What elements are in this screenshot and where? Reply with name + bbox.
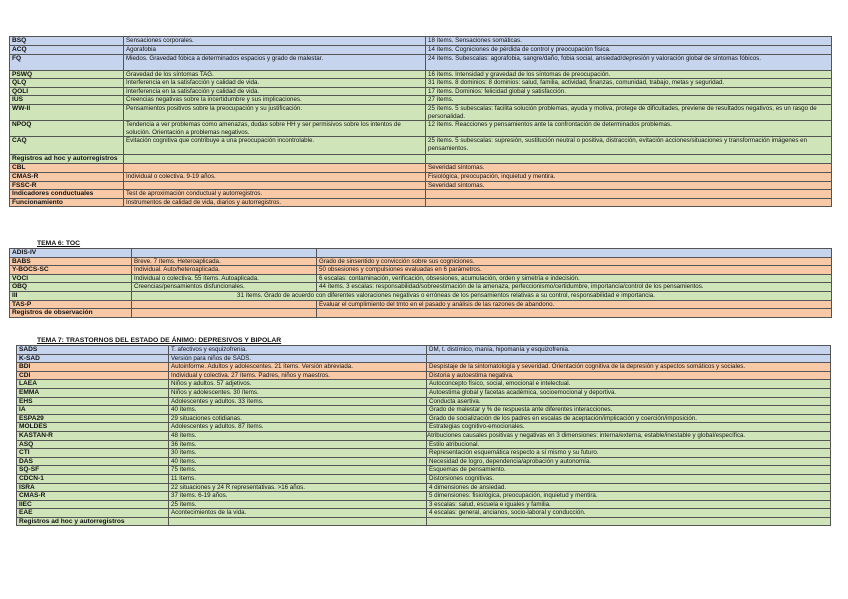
instrument-details: 17 ítems. Dominios: felicidad global y satisfacción. [426,87,832,96]
instrument-code: ADIS-IV [10,249,132,258]
instrument-details: Autoconcepto físico, social, emocional e intelectual. [427,380,831,389]
instrument-description [132,309,317,318]
instrument-details: Fisiológica, preocupación, inquietud y mentira. [426,172,832,181]
instrument-details: Severidad síntomas. [426,164,832,173]
instrument-details [427,354,831,363]
instrument-code: ACQ [10,46,124,55]
table-row [10,300,832,309]
instrument-details: Grado de malestar y % de respuesta ante diferentes interacciones. [427,406,831,415]
table-row [17,363,831,372]
instrument-code: NPOQ [10,121,124,137]
instrument-details: 44 ítems. 3 escalas: responsabilidad/sobreestimación de la amenaza, perfeccionismo/certidumbre, importancia/control de los pensamientos. [317,283,832,292]
instrument-code: ISRA [17,483,169,492]
instrument-code: BABS [10,257,132,266]
instrument-code: EHS [17,397,169,406]
instrument-description: 31 ítems. Grado de acuerdo con diferentes valoraciones negativas o erróneas de los pensamientos relativas a su control, responsabilidad e importancia. [132,291,832,300]
table-row [17,371,831,380]
table-row [10,121,832,137]
table-row [17,380,831,389]
instrument-description: Interferencia en la satisfacción y calidad de vida. [124,79,426,88]
table-row [10,181,832,190]
table-row [10,79,832,88]
instrument-description [124,155,426,164]
instrument-description [124,181,426,190]
instrument-code: EMMA [17,388,169,397]
instrument-code: Indicadores conductuales [10,190,124,199]
instrument-details: 25 ítems. 5 subescalas: supresión, sustitución neutral o positiva, distracción, evitación acciones/situaciones y transformación imágenes en pensamientos. [426,137,832,155]
instrument-code: PSWQ [10,70,124,79]
instrument-code: CMAS-R [10,172,124,181]
instrument-description: 11 ítems. [169,474,427,483]
instrument-description: 29 situaciones cotidianas. [169,414,427,423]
instrument-code: MOLDES [17,423,169,432]
instrument-description [132,300,317,309]
instrument-details: Evaluar el cumplimiento del tmto en el pasado y análisis de las razones de abandono. [317,300,832,309]
instrument-code: DAS [17,457,169,466]
instrument-details [426,155,832,164]
instrument-details [317,309,832,318]
instrument-details: 24 ítems. Subescalas: agorafobia, sangre/daño, fobia social, ansiedad/depresión y valoración global de síntomas fóbicos. [426,54,832,70]
table-row [10,46,832,55]
table-row [17,388,831,397]
instrument-details: Conducta asertiva. [427,397,831,406]
table-row [17,517,831,526]
table-anxiety-instruments [9,36,832,207]
table-row [10,87,832,96]
table-row [17,483,831,492]
table-row [10,137,832,155]
instrument-code: LAEA [17,380,169,389]
instrument-code: VOCI [10,274,132,283]
instrument-description: Adolescentes y adultos. 87 ítems. [169,423,427,432]
instrument-code: III [10,291,132,300]
instrument-description: 37 ítems. 6-19 años. [169,492,427,501]
table-row [17,449,831,458]
table-row [17,431,831,440]
table-row [17,406,831,415]
instrument-description: 36 ítems. [169,440,427,449]
instrument-details: Estrategias cognitivo-emocionales. [427,423,831,432]
instrument-description: Creencias/pensamientos disfuncionales. [132,283,317,292]
instrument-details: 4 escalas: general, ancianos, socio-laboral y conducción. [427,509,831,518]
table-row [10,172,832,181]
instrument-description: 25 ítems. [169,500,427,509]
instrument-code: K-SAD [17,354,169,363]
instrument-code: OBQ [10,283,132,292]
table-row [17,500,831,509]
instrument-description: Creencias negativas sobre la incertidumbre y sus implicaciones. [124,96,426,105]
instrument-description: Breve. 7 ítems. Heteroaplicada. [132,257,317,266]
instrument-description: Interferencia en la satisfacción y calidad de vida. [124,87,426,96]
instrument-code: Registros de observación [10,309,132,318]
table-row [17,414,831,423]
instrument-details [426,190,832,199]
table-row [17,466,831,475]
table-row [10,309,832,318]
table-row [10,198,832,207]
instrument-description: Tendencia a ver problemas como amenazas, dudas sobre HH y ser permisivos sobre los intentos de solución. Orientación a problemas negativos. [124,121,426,137]
instrument-description [124,164,426,173]
instrument-description: Acontecimientos de la vida. [169,509,427,518]
instrument-details: Grado de sinsentido y convicción sobre sus cogniciones. [317,257,832,266]
instrument-code: IIEC [17,500,169,509]
instrument-details: 16 ítems. Intensidad y gravedad de los síntomas de preocupación. [426,70,832,79]
instrument-details: Estilo atribucional. [427,440,831,449]
instrument-description [169,517,427,526]
instrument-details [427,517,831,526]
table-row [10,283,832,292]
instrument-code: TAS-P [10,300,132,309]
instrument-description: 30 ítems. [169,449,427,458]
instrument-code: CTI [17,449,169,458]
table-toc-instruments [9,248,832,318]
instrument-code: SADS [17,346,169,355]
table-row [17,474,831,483]
table-row [10,155,832,164]
table-row [10,190,832,199]
instrument-description: Niños y adultos. 57 adjetivos. [169,380,427,389]
table-row [17,509,831,518]
tema6-title: TEMA 6: TOC [37,240,81,247]
instrument-details: Severidad síntomas. [426,181,832,190]
table-row [17,423,831,432]
instrument-code: Registros ad hoc y autorregistros [10,155,124,164]
instrument-description: Individual y colectiva. 27 ítems. Padres, niños y maestros. [169,371,427,380]
table-row [10,54,832,70]
table-row [10,291,832,300]
instrument-code: BDI [17,363,169,372]
table-row [10,266,832,275]
instrument-details: 31 ítems. 8 dominios: 8 dominios: salud, familia, actividad, finanzas, comunidad, trabajo, metas y seguridad. [426,79,832,88]
instrument-code: QLQ [10,79,124,88]
instrument-description: 22 situaciones y 24 R representativas. >16 años. [169,483,427,492]
instrument-details [426,198,832,207]
table-row [10,257,832,266]
instrument-details: 27 ítems. [426,96,832,105]
instrument-description: Test de aproximación conductual y autorregistros. [124,190,426,199]
instrument-details: Atribuciones causales positivas y negativas en 3 dimensiones: interna/externa, estable/inestable y global/específica. [427,431,831,440]
instrument-details: 25 ítems. 5 subescalas: facilita solución problemas, ayuda y motiva, protege de dificultades, previene de resultados negativos, es un rasgo de personalidad. [426,104,832,120]
instrument-details: 4 dimensiones de ansiedad. [427,483,831,492]
instrument-details: Distoria y autoestima negativa. [427,371,831,380]
instrument-code: IUS [10,96,124,105]
instrument-description: Individual o colectiva. 9-19 años. [124,172,426,181]
table-row [17,354,831,363]
instrument-details: DM, t. distímico, manía, hipomanía y esquizofrenia. [427,346,831,355]
instrument-description: 40 ítems. [169,406,427,415]
instrument-description: Gravedad de los síntomas TAG. [124,70,426,79]
instrument-description: 40 ítems. [169,457,427,466]
instrument-description: Adolescentes y adultos. 33 ítems. [169,397,427,406]
instrument-description: Miedos. Gravedad fóbica a determinados espacios y grado de malestar. [124,54,426,70]
instrument-description: Individual o colectiva. 55 ítems. Autoaplicada. [132,274,317,283]
instrument-description: Pensamientos positivos sobre la preocupación y su justificación. [124,104,426,120]
instrument-details: Grado de socialización de los padres en escalas de aceptación/implicación y coerción/imposición. [427,414,831,423]
instrument-code: CMAS-R [17,492,169,501]
table-row [10,249,832,258]
instrument-code: EAE [17,509,169,518]
table-row [17,346,831,355]
instrument-description: Sensaciones corporales. [124,37,426,46]
instrument-code: Funcionamiento [10,198,124,207]
instrument-description [132,249,317,258]
instrument-description: 75 ítems. [169,466,427,475]
table-row [17,492,831,501]
instrument-description: Versión para niños de SADS. [169,354,427,363]
table-row [17,457,831,466]
instrument-description: Agorafobia [124,46,426,55]
instrument-details: 18 ítems. Sensaciones somáticas. [426,37,832,46]
instrument-description: T. afectivos y esquizofrenia. [169,346,427,355]
instrument-code: CDCN-1 [17,474,169,483]
table-row [10,164,832,173]
instrument-code: CBL [10,164,124,173]
instrument-details: Esquemas de pensamiento. [427,466,831,475]
instrument-code: ASQ [17,440,169,449]
instrument-description: Evitación cognitiva que contribuye a una preocupación incontrolable. [124,137,426,155]
instrument-details: 5 dimensiones: fisiológica, preocupación, inquietud y mentira. [427,492,831,501]
instrument-code: FSSC-R [10,181,124,190]
instrument-description: 48 ítems. [169,431,427,440]
instrument-description: Individual. Auto/heteroaplicada. [132,266,317,275]
instrument-details: Distorsiones cognitivas. [427,474,831,483]
instrument-code: QOLI [10,87,124,96]
instrument-details: 6 escalas: contaminación, verificación, obsesiones, acumulación, orden y simetría e indecisión. [317,274,832,283]
instrument-code: CAQ [10,137,124,155]
instrument-details: 14 ítems. Cogniciones de pérdida de control y preocupación física. [426,46,832,55]
table-row [10,104,832,120]
table-mood-instruments [16,345,831,526]
tema7-title: TEMA 7: TRASTORNOS DEL ESTADO DE ÁNIMO: DEPRESIVOS Y BIPOLAR [37,337,282,344]
instrument-code: CDI [17,371,169,380]
instrument-code: BSQ [10,37,124,46]
instrument-description: Autoinforme. Adultos y adolescentes. 21 ítems. Versión abreviada. [169,363,427,372]
instrument-details [317,249,832,258]
table-row [17,440,831,449]
instrument-code: SQ-SF [17,466,169,475]
instrument-details: 50 obsesiones y compulsiones evaluadas en 6 parámetros. [317,266,832,275]
instrument-code: FQ [10,54,124,70]
instrument-code: Registros ad hoc y autorregistros [17,517,169,526]
instrument-details: 12 ítems. Reacciones y pensamientos ante la confrontación de determinados problemas. [426,121,832,137]
instrument-details: Necesidad de logro, dependencia/aprobación y autonomía. [427,457,831,466]
instrument-details: Autoestima global y facetas académica, socioemocional y deportiva. [427,388,831,397]
instrument-code: ESPA29 [17,414,169,423]
instrument-code: WW-II [10,104,124,120]
instrument-description: Niños y adolescentes. 30 ítems. [169,388,427,397]
table-row [10,70,832,79]
table-row [10,37,832,46]
instrument-details: Despistaje de la sintomatología y severidad. Orientación cognitiva de la depresión y aspectos somáticos y sociales. [427,363,831,372]
instrument-details: 3 escalas: salud, escuela e iguales y familia. [427,500,831,509]
instrument-description: Instrumentos de calidad de vida, diarios y autorregistros. [124,198,426,207]
table-row [17,397,831,406]
instrument-code: IA [17,406,169,415]
instrument-details: Representación esquemática respecto a sí mismo y su futuro. [427,449,831,458]
table-row [10,96,832,105]
instrument-code: KASTAN-R [17,431,169,440]
table-row [10,274,832,283]
instrument-code: Y-BOCS-SC [10,266,132,275]
